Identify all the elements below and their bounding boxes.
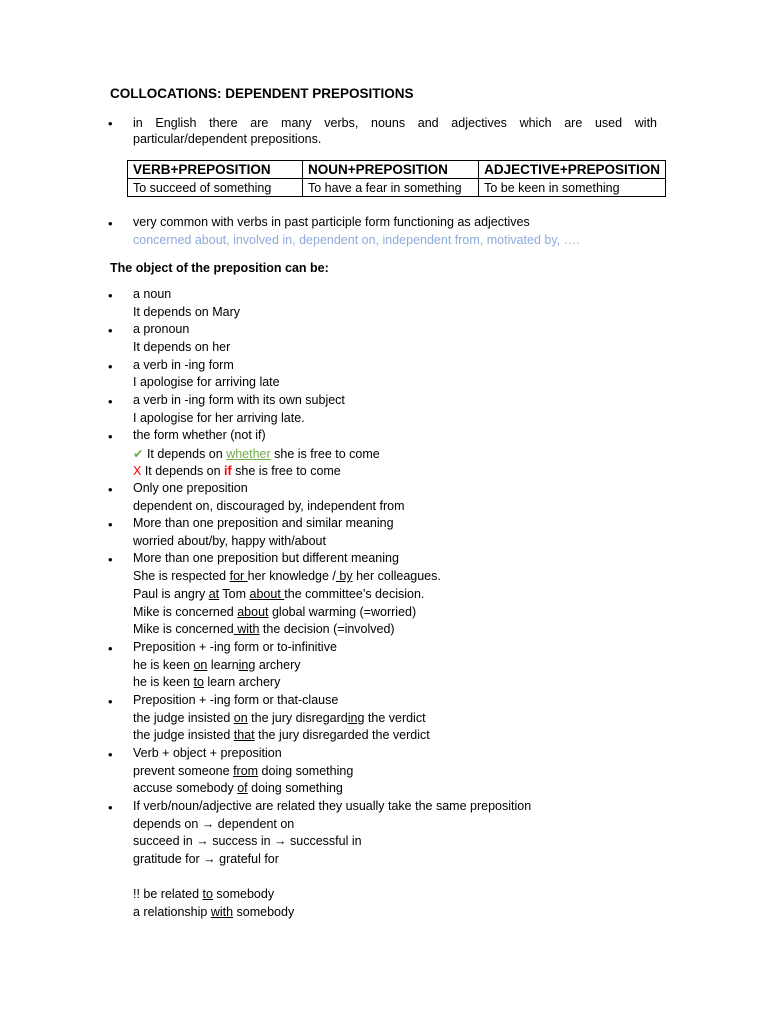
example-line [133, 764, 353, 778]
example-line [133, 728, 430, 742]
table-header-row [128, 161, 666, 179]
text-span: he is keen [133, 675, 194, 689]
highlight-word: whether [226, 447, 271, 461]
list-item: a verb in -ing form [133, 358, 234, 372]
text-span: the verdict [364, 711, 426, 725]
text-span: It depends on [143, 447, 227, 461]
preposition-underline: to [202, 887, 213, 901]
text-span: the judge insisted [133, 728, 234, 742]
text-span: the committee’s decision. [284, 587, 425, 601]
bullet-dot: • [108, 552, 113, 567]
table-row [128, 179, 666, 197]
bullet-dot: • [108, 288, 113, 303]
text-span: Mike is concerned [133, 605, 238, 619]
list-item: the form whether (not if) [133, 428, 266, 442]
note-line [133, 905, 294, 919]
example-line: I apologise for her arriving late. [133, 411, 305, 425]
text-span: somebody [212, 887, 275, 901]
text-span: the decision (=involved) [259, 622, 395, 636]
preposition-underline: to [193, 675, 204, 689]
preposition-underline: on [233, 711, 248, 725]
example-line: worried about/by, happy with/about [133, 534, 326, 548]
bullet-dot: • [108, 747, 113, 762]
text-span: somebody [233, 905, 295, 919]
text-span: archery [255, 658, 301, 672]
table-cell: To succeed of something [128, 179, 303, 197]
collocation-table [127, 160, 666, 197]
list-item: a pronoun [133, 322, 190, 336]
text-span: the judge insisted [133, 711, 234, 725]
text-span: a relationship [133, 905, 211, 919]
example-line: depends on → dependent on [133, 817, 295, 831]
note-line [133, 887, 274, 901]
table-header-cell: ADJECTIVE+PREPOSITION [479, 161, 666, 179]
table-cell: To have a fear in something [302, 179, 478, 197]
text-span: her knowledge / [247, 569, 336, 583]
intro-line-2: particular/dependent prepositions. [133, 132, 322, 146]
page-title: COLLOCATIONS: DEPENDENT PREPOSITIONS [110, 86, 414, 101]
preposition-underline: at [208, 587, 220, 601]
preposition-underline: of [237, 781, 248, 795]
text-span: Mike is concerned [133, 622, 234, 636]
list-item: Only one preposition [133, 481, 248, 495]
example-line [133, 446, 380, 461]
table-header-cell: NOUN+PREPOSITION [302, 161, 478, 179]
bullet-dot: • [108, 517, 113, 532]
suffix-underline: ing [347, 711, 365, 725]
text-span: he is keen [133, 658, 194, 672]
text-span: It depends on [141, 464, 225, 478]
text-span: accuse somebody [133, 781, 238, 795]
text-span: learn archery [203, 675, 281, 689]
object-heading: The object of the preposition can be: [110, 261, 329, 275]
preposition-underline: about [237, 605, 269, 619]
text-span: the jury disregard [247, 711, 348, 725]
text-span: Paul is angry [133, 587, 209, 601]
list-item: a noun [133, 287, 172, 301]
preposition-underline: by [335, 569, 353, 583]
text-span: the jury disregarded the verdict [254, 728, 430, 742]
bullet-dot: • [108, 359, 113, 374]
example-line: It depends on her [133, 340, 231, 354]
highlight-word: if [224, 464, 232, 478]
check-icon: ✔ [133, 447, 144, 461]
intro-line-1: in English there are many verbs, nouns and adjectives which are used with [133, 116, 657, 130]
preposition-underline: on [193, 658, 208, 672]
example-line: dependent on, discouraged by, independent from [133, 499, 405, 513]
example-line [133, 675, 280, 689]
example-line: I apologise for arriving late [133, 375, 280, 389]
text-span: doing something [247, 781, 343, 795]
bullet-dot: • [108, 694, 113, 709]
list-item: Preposition + -ing form or that-clause [133, 693, 339, 707]
list-item: More than one preposition and similar meaning [133, 516, 394, 530]
text-span: doing something [258, 764, 354, 778]
example-line [133, 605, 416, 619]
text-span: she is free to come [270, 447, 380, 461]
conjunction-underline: that [233, 728, 255, 742]
preposition-underline: from [233, 764, 259, 778]
cross-icon: X [133, 464, 142, 478]
list-item: a verb in -ing form with its own subject [133, 393, 345, 407]
bullet-dot: • [108, 641, 113, 656]
bullet-dot: • [108, 216, 113, 231]
text-span: learn [207, 658, 239, 672]
participle-text: very common with verbs in past participle form functioning as adjectives [133, 215, 530, 229]
example-line: It depends on Mary [133, 305, 241, 319]
text-span: !! be related [133, 887, 203, 901]
example-line [133, 711, 426, 725]
table-cell: To be keen in something [479, 179, 666, 197]
example-line: succeed in → success in → successful in [133, 834, 362, 848]
preposition-underline: with [210, 905, 234, 919]
example-line: gratitude for → grateful for [133, 852, 279, 866]
list-item: More than one preposition but different meaning [133, 551, 399, 565]
example-line [133, 781, 343, 795]
text-span: Tom [219, 587, 250, 601]
list-item: Preposition + -ing form or to-infinitive [133, 640, 337, 654]
bullet-dot: • [108, 429, 113, 444]
bullet-dot: • [108, 482, 113, 497]
preposition-underline: for [229, 569, 248, 583]
example-line [133, 658, 301, 672]
text-span: She is respected [133, 569, 230, 583]
example-line [133, 464, 341, 478]
text-span: global warming (=worried) [268, 605, 417, 619]
suffix-underline: ing [238, 658, 256, 672]
text-span: she is free to come [231, 464, 341, 478]
participle-examples: concerned about, involved in, dependent on, independent from, motivated by, …. [133, 233, 580, 247]
example-line [133, 569, 441, 583]
bullet-dot: • [108, 116, 113, 131]
list-item: If verb/noun/adjective are related they usually take the same preposition [133, 799, 532, 813]
preposition-underline: with [233, 622, 260, 636]
text-span: prevent someone [133, 764, 234, 778]
preposition-underline: about [249, 587, 285, 601]
list-item: Verb + object + preposition [133, 746, 282, 760]
bullet-dot: • [108, 394, 113, 409]
bullet-dot: • [108, 800, 113, 815]
bullet-dot: • [108, 323, 113, 338]
example-line [133, 622, 395, 636]
text-span: her colleagues. [352, 569, 441, 583]
example-line [133, 587, 424, 601]
table-header-cell: VERB+PREPOSITION [128, 161, 303, 179]
